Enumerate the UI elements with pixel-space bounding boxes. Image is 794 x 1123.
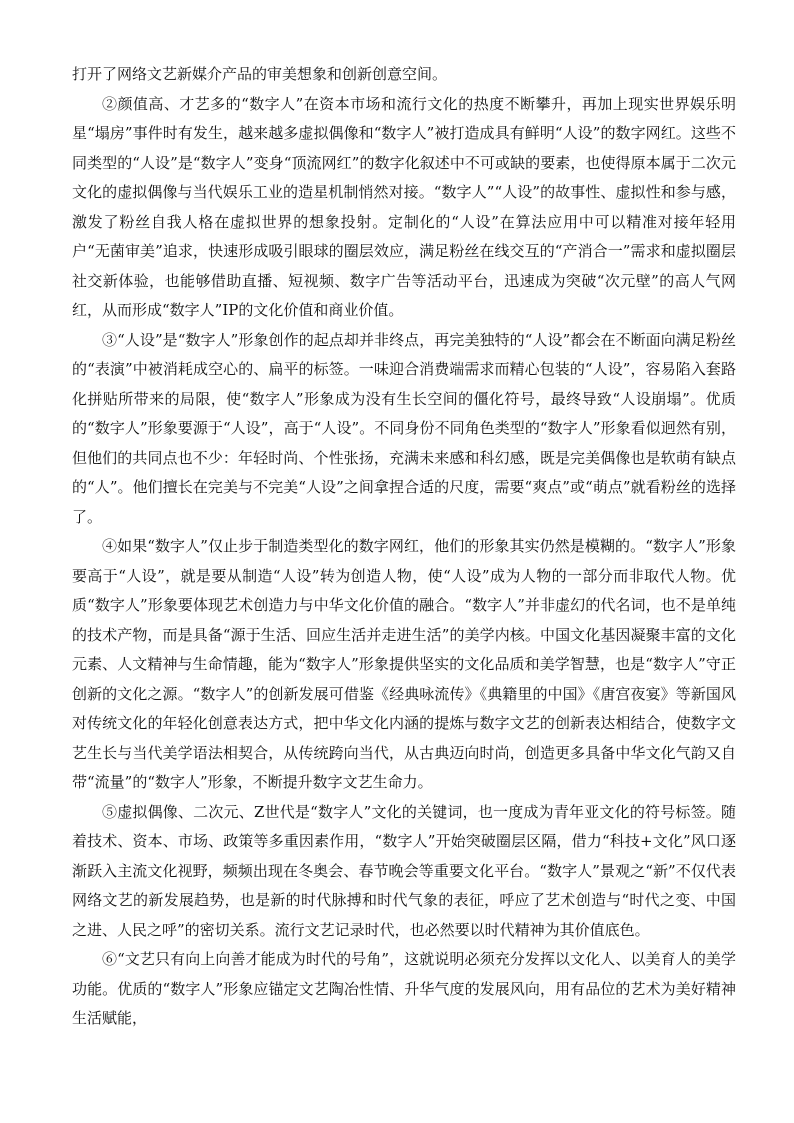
paragraph-1: 打开了网络文艺新媒介产品的审美想象和创新创意空间。	[72, 65, 448, 83]
paragraph-5: ⑤虚拟偶像、二次元、Z世代是“数字人”文化的关键词，也一度成为青年亚文化的符号标签。随着技术、资本、市场、政策等多重因素作用，“数字人”开始突破圈层区隔，借力“科技+文化”风口逐渐跃入主流文化视野，频频出现在冬奥会、春节晚会等重要文化平台。“数字人”景观之“新”不仅代表网络文艺的新发展趋势，也是新的时代脉搏和时代气象的表征，呼应了艺术创造与“时代之变、中国之进、人民之呼”的密切关系。流行文艺记录时代，也必然要以时代精神为其价值底色。	[72, 802, 736, 939]
paragraph-4: ④如果“数字人”仅止步于制造类型化的数字网红，他们的形象其实仍然是模糊的。“数字人”形象要高于“人设”，就是要从制造“人设”转为创造人物，使“人设”成为人物的一部分而非取代人物。优质“数字人”形象要体现艺术创造力与中华文化价值的融合。“数字人”并非虚幻的代名词，也不是单纯的技术产物，而是具备“源于生活、回应生活并走进生活”的美学内核。中国文化基因凝聚丰富的文化元素、人文精神与生命情趣，能为“数字人”形象提供坚实的文化品质和美学智慧，也是“数字人”守正创新的文化之源。“数字人”的创新发展可借鉴《经典咏流传》《典籍里的中国》《唐宫夜宴》等新国风对传统文化的年轻化创意表达方式，把中华文化内涵的提炼与数字文艺的创新表达相结合，使数字文艺生长与当代美学语法相契合，从传统跨向当代，从古典迈向时尚，创造更多具备中华文化气韵又自带“流量”的“数字人”形象，不断提升数字文艺生命力。	[72, 537, 736, 791]
paragraph-6: ⑥“文艺只有向上向善才能成为时代的号角”，这就说明必须充分发挥以文化人、以美育人的美学功能。优质的“数字人”形象应锚定文艺陶冶性情、升华气度的发展风向，用有品位的艺术为美好精神生活赋能，	[72, 950, 736, 1027]
paragraph-2: ②颜值高、才艺多的“数字人”在资本市场和流行文化的热度不断攀升，再加上现实世界娱乐明星“塌房”事件时有发生，越来越多虚拟偶像和“数字人”被打造成具有鲜明“人设”的数字网红。这些不同类型的“人设”是“数字人”变身“顶流网红”的数字化叙述中不可或缺的要素，也使得原本属于二次元文化的虚拟偶像与当代娱乐工业的造星机制悄然对接。“数字人”“人设”的故事性、虚拟性和参与感，激发了粉丝自我人格在虚拟世界的想象投射。定制化的“人设”在算法应用中可以精准对接年轻用户“无菌审美”追求，快速形成吸引眼球的圈层效应，满足粉丝在线交互的“产消合一”需求和虚拟圈层社交新体验，也能够借助直播、短视频、数字广告等活动平台，迅速成为突破“次元壁”的高人气网红，从而形成“数字人”IP的文化价值和商业价值。	[72, 94, 736, 319]
article-body	[72, 60, 736, 1034]
paragraph-3: ③“人设”是“数字人”形象创作的起点却并非终点，再完美独特的“人设”都会在不断面向满足粉丝的“表演”中被消耗成空心的、扁平的标签。一味迎合消费端需求而精心包装的“人设”，容易陷入套路化拼贴所带来的局限，使“数字人”形象成为没有生长空间的僵化符号，最终导致“人设崩塌”。优质的“数字人”形象要源于“人设”，高于“人设”。不同身份不同角色类型的“数字人”形象看似迥然有别，但他们的共同点也不少：年轻时尚、个性张扬，充满未来感和科幻感，既是完美偶像也是软萌有缺点的“人”。他们擅长在完美与不完美“人设”之间拿捏合适的尺度，需要“爽点”或“萌点”就看粉丝的选择了。	[72, 330, 736, 526]
